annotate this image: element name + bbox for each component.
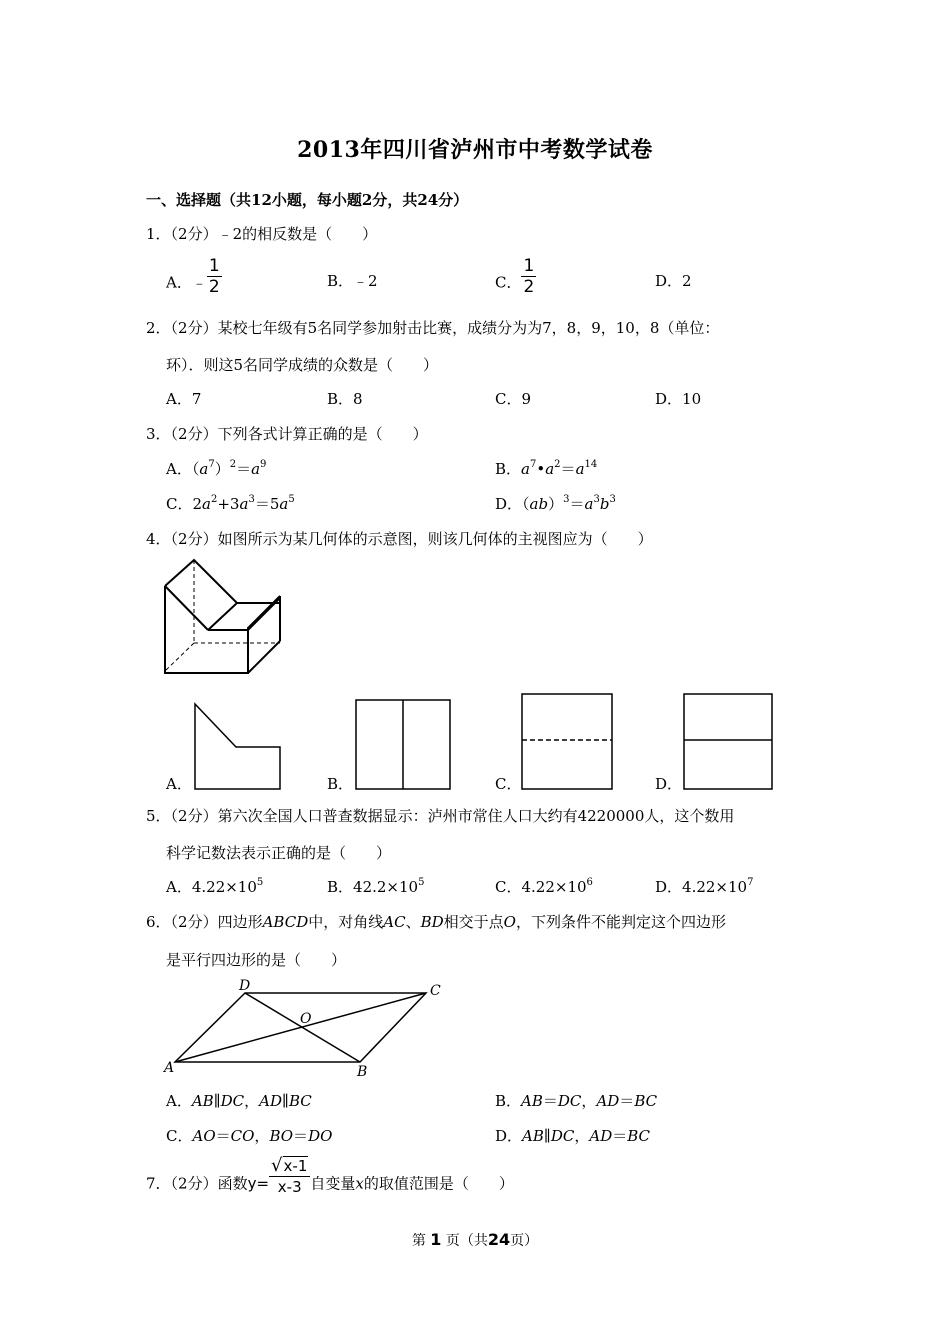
q1-option-d: D．2 xyxy=(655,272,692,290)
q5-c-exp: 6 xyxy=(586,877,593,888)
q4-option-b-figure xyxy=(355,699,452,791)
q4-option-d-label: D． xyxy=(655,775,683,793)
q6-parallelogram-figure xyxy=(160,975,450,1080)
q6-label-b: B xyxy=(357,1064,368,1080)
q5-a-base: A．4.22×10 xyxy=(166,878,257,896)
q6-c-label: C． xyxy=(166,1127,193,1145)
q1-option-a xyxy=(166,256,222,297)
footer-mid: 页（共 xyxy=(445,1233,488,1249)
q4-option-a-figure xyxy=(193,702,283,792)
sqrt-icon: √ xyxy=(271,1155,283,1176)
q6-option-a: A．AB∥DC，AD∥BC xyxy=(166,1092,312,1110)
q5-option-a xyxy=(166,877,263,897)
q2-option-d: D．10 xyxy=(655,390,702,408)
q1-c-label: C． xyxy=(495,273,522,292)
q1-a-label: A． xyxy=(166,273,192,292)
footer-page-number: 1 xyxy=(430,1230,442,1249)
q4-option-a-label: A． xyxy=(166,775,192,793)
section-heading: 一、选择题（共12小题，每小题2分，共24分） xyxy=(146,191,469,209)
page-footer xyxy=(0,1230,950,1250)
q1-a-num: 1 xyxy=(208,256,220,276)
q6-a-label: A． xyxy=(166,1092,192,1110)
q5-d-exp: 7 xyxy=(747,877,754,888)
q6-b-label: B． xyxy=(495,1092,522,1110)
q3-option-b: B．$a^7•a^2=a^{14}$ xyxy=(495,459,598,478)
q4-stem: 4．（2分）如图所示为某几何体的示意图，则该几何体的主视图应为（ ） xyxy=(146,530,653,548)
q5-c-base: C．4.22×10 xyxy=(495,878,587,896)
q7-suffix-post: 的取值范围是（ ） xyxy=(363,1174,514,1193)
q1-c-den: 2 xyxy=(523,277,535,297)
q5-b-base: B．42.2×10 xyxy=(327,878,419,896)
q6-option-b: B．AB＝DC，AD＝BC xyxy=(495,1092,658,1110)
q5-a-exp: 5 xyxy=(256,877,264,888)
q6-label-a: A xyxy=(164,1060,175,1076)
q3-option-c: C．$2a^2+3a^3=5a^5$ xyxy=(166,494,295,513)
q7-stem xyxy=(146,1155,514,1196)
q1-stem: 1．（2分）﹣2的相反数是（ ） xyxy=(146,225,378,243)
q6-label-c: C xyxy=(430,983,441,999)
q1-option-c xyxy=(495,256,536,297)
footer-post: 页） xyxy=(510,1233,539,1249)
q3-option-d: D．$(ab)^3=a^3b^3$ xyxy=(495,494,616,513)
q4-option-d-figure xyxy=(683,693,774,791)
q3-option-a: A．$(a^7)^2=a^9$ xyxy=(166,459,267,478)
q7-var: x xyxy=(355,1174,364,1193)
q3-a-label: A． xyxy=(166,460,192,478)
q4-option-c-figure xyxy=(521,693,614,791)
q6-option-d: D．AB∥DC，AD＝BC xyxy=(495,1127,651,1145)
q5-stem-line2: 科学记数法表示正确的是（ ） xyxy=(166,844,392,862)
q7-y: y= xyxy=(247,1174,270,1193)
q7-denominator: x-3 xyxy=(277,1178,302,1196)
q6-stem-line2: 是平行四边形的是（ ） xyxy=(166,951,347,969)
q5-b-exp: 5 xyxy=(418,877,425,888)
q2-option-b: B．8 xyxy=(327,390,363,408)
q4-option-b-label: B． xyxy=(327,775,354,793)
q6-d-label: D． xyxy=(495,1127,523,1145)
q5-option-b xyxy=(327,877,424,897)
q5-stem-line1: 5．（2分）第六次全国人口普查数据显示：泸州市常住人口大约有4220000人，这个数用 xyxy=(146,807,735,825)
q5-d-base: D．4.22×10 xyxy=(655,878,748,896)
q1-a-sign: ﹣ xyxy=(191,273,207,292)
q6-label-d: D xyxy=(239,978,251,994)
q3-b-label: B． xyxy=(495,460,522,478)
q6-option-c: C．AO＝CO，BO＝DO xyxy=(166,1127,333,1145)
q1-a-den: 2 xyxy=(208,277,220,297)
footer-total-pages: 24 xyxy=(487,1230,511,1249)
q3-c-label: C． xyxy=(166,495,193,513)
q6-stem-line1: 6．（2分）四边形ABCD中，对角线AC、BD相交于点O，下列条件不能判定这个四边形 xyxy=(146,913,726,931)
footer-pre: 第 xyxy=(411,1233,426,1249)
q7-prefix: 7．（2分）函数 xyxy=(146,1174,248,1193)
q5-option-d xyxy=(655,877,753,897)
q7-num-text: x-1 xyxy=(283,1157,308,1175)
q7-numerator xyxy=(269,1157,310,1175)
q7-suffix-pre: 自变量 xyxy=(310,1174,356,1193)
q7-fraction xyxy=(269,1157,310,1196)
q2-option-a: A．7 xyxy=(166,390,202,408)
q3-stem: 3．（2分）下列各式计算正确的是（ ） xyxy=(146,425,428,443)
page-title: 2013年四川省泸州市中考数学试卷 xyxy=(297,137,653,163)
q1-c-fraction xyxy=(521,257,536,296)
q2-option-c: C．9 xyxy=(495,390,532,408)
q6-label-o: O xyxy=(300,1011,312,1027)
q5-option-c xyxy=(495,877,593,897)
q4-option-c-label: C． xyxy=(495,775,522,793)
q1-option-b: B．﹣2 xyxy=(327,272,378,290)
q3-d-label: D． xyxy=(495,495,523,513)
q1-c-num: 1 xyxy=(523,256,535,276)
q4-solid-figure xyxy=(160,558,285,678)
q2-stem-line2: 环）．则这5名同学成绩的众数是（ ） xyxy=(166,356,439,374)
q1-a-fraction xyxy=(207,257,222,296)
q2-stem-line1: 2．（2分）某校七年级有5名同学参加射击比赛，成绩分为为7，8，9，10，8（单位： xyxy=(146,319,720,337)
